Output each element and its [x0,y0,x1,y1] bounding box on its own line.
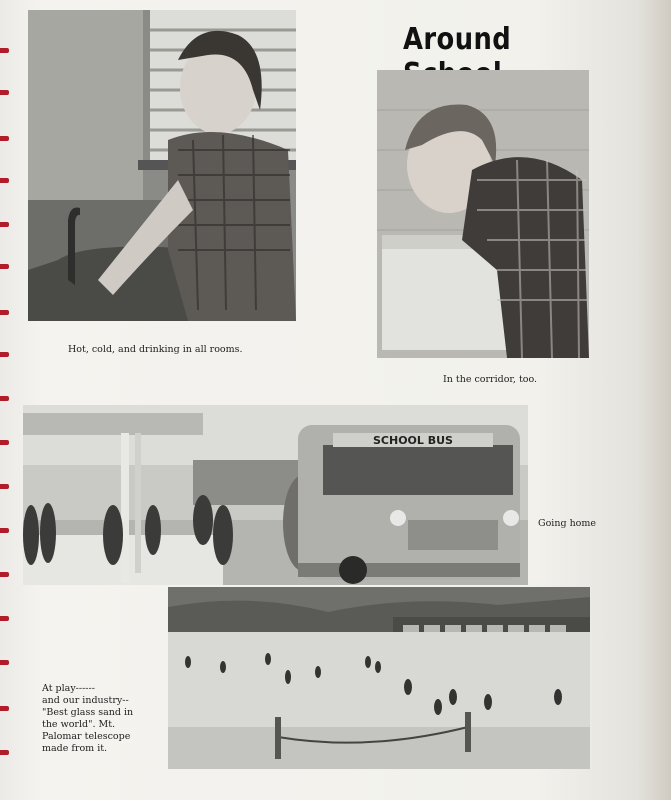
caption-line: At play------ [42,683,95,694]
photo-playground [168,587,590,769]
spiral-binding [0,0,10,800]
caption-line: "Best glass sand in [42,707,134,718]
caption-line: Palomar telescope [42,731,131,742]
caption-line: the world". Mt. [42,719,116,730]
page-title: Around [403,22,512,57]
caption-going-home: Going home [538,518,597,529]
caption-line: made from it. [42,743,108,754]
caption-sink: Hot, cold, and drinking in all rooms. [68,344,243,355]
bus-sign: SCHOOL BUS [373,434,453,447]
photo-boy-drinking-fountain [377,70,589,358]
caption-corridor: In the corridor, too. [443,374,538,385]
caption-at-play [42,683,162,755]
caption-line: and our industry-- [42,695,129,706]
photo-school-bus [23,405,528,585]
photo-girl-at-sink [28,10,296,321]
